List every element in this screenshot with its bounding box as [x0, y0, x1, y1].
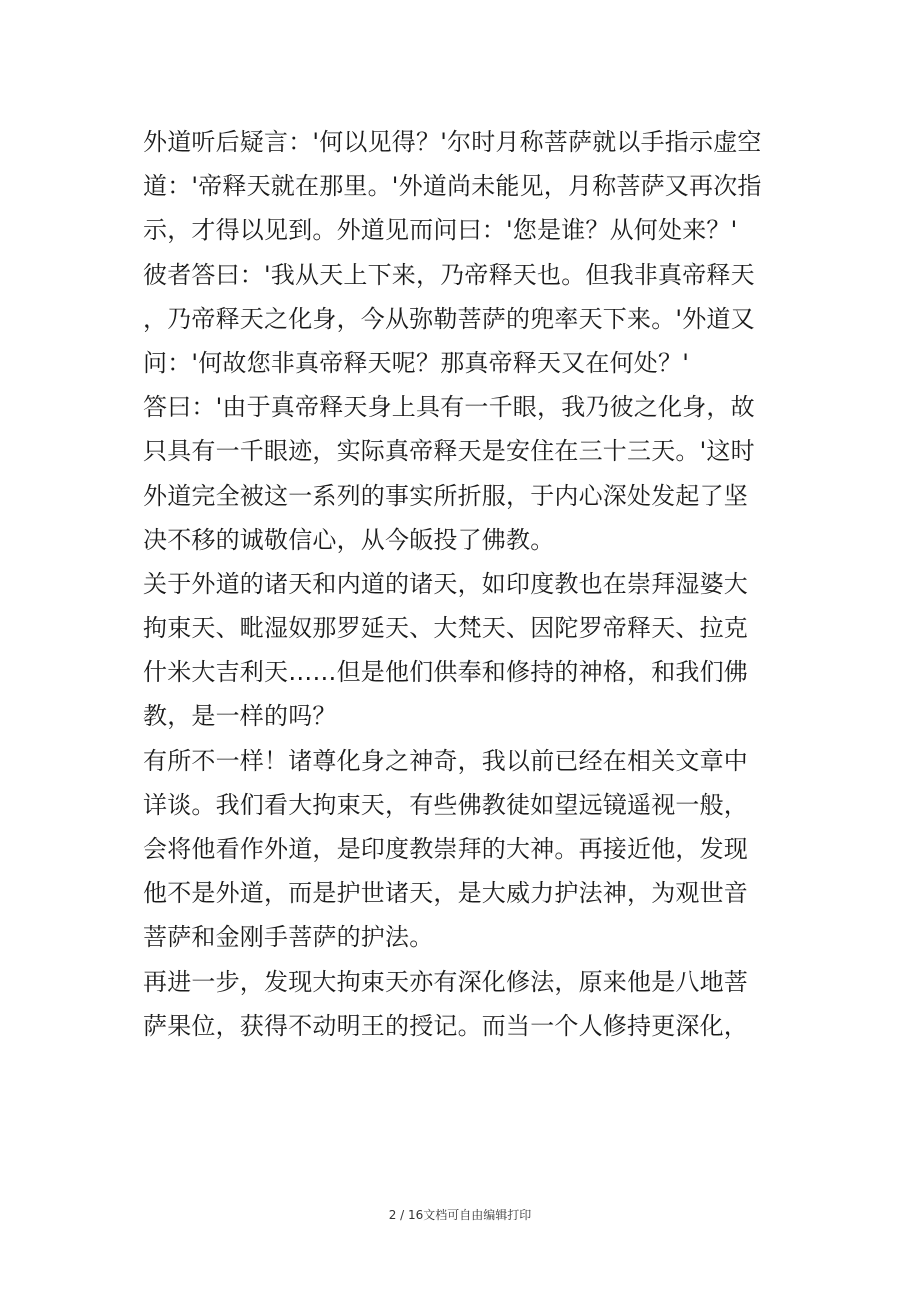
- text-line: 萨果位，获得不动明王的授记。而当一个人修持更深化，: [143, 1011, 748, 1040]
- text-line: 教，是一样的吗？: [143, 702, 337, 731]
- text-line: 只具有一千眼迹，实际真帝释天是安住在三十三天。'这时: [143, 437, 755, 466]
- text-line: 有所不一样！诸尊化身之神奇，我以前已经在相关文章中: [143, 746, 748, 775]
- text-line: 彼者答曰：'我从天上下来，乃帝释天也。但我非真帝释天: [143, 260, 755, 289]
- text-line: 再进一步，发现大拘束天亦有深化修法，原来他是八地菩: [143, 967, 748, 996]
- text-line: 菩萨和金刚手菩萨的护法。: [143, 923, 434, 952]
- text-line: 详谈。我们看大拘束天，有些佛教徒如望远镜遥视一般，: [143, 790, 748, 819]
- text-line: 外道听后疑言：'何以见得？'尔时月称菩萨就以手指示虚空: [143, 128, 762, 156]
- text-line: 会将他看作外道，是印度教崇拜的大神。再接近他，发现: [143, 835, 748, 863]
- text-line: ，乃帝释天之化身，今从弥勒菩萨的兜率天下来。'外道又: [143, 304, 755, 333]
- text-line: 外道完全被这一系列的事实所折服，于内心深处发起了坚: [143, 481, 748, 510]
- text-line: 答曰：'由于真帝释天身上具有一千眼，我乃彼之化身，故: [143, 393, 755, 422]
- text-line: 关于外道的诸天和内道的诸天，如印度教也在崇拜湿婆大: [143, 569, 748, 598]
- text-line: 拘束天、毗湿奴那罗延天、大梵天、因陀罗帝释天、拉克: [143, 614, 748, 643]
- text-line: 道：'帝释天就在那里。'外道尚未能见，月称菩萨又再次指: [143, 172, 762, 201]
- body-text: [143, 120, 783, 1048]
- text-line: 示，才得以见到。外道见而问曰：'您是谁？从何处来？': [143, 216, 738, 245]
- page-footer: 2 / 16文档可自由编辑打印: [388, 1208, 532, 1222]
- text-line: 决不移的诚敬信心，从今皈投了佛教。: [143, 525, 555, 554]
- text-line: 什米大吉利天……但是他们供奉和修持的神格，和我们佛: [143, 658, 748, 687]
- text-line: 他不是外道，而是护世诸天，是大威力护法神，为观世音: [143, 879, 748, 908]
- text-line: 问：'何故您非真帝释天呢？那真帝释天又在何处？': [143, 348, 689, 377]
